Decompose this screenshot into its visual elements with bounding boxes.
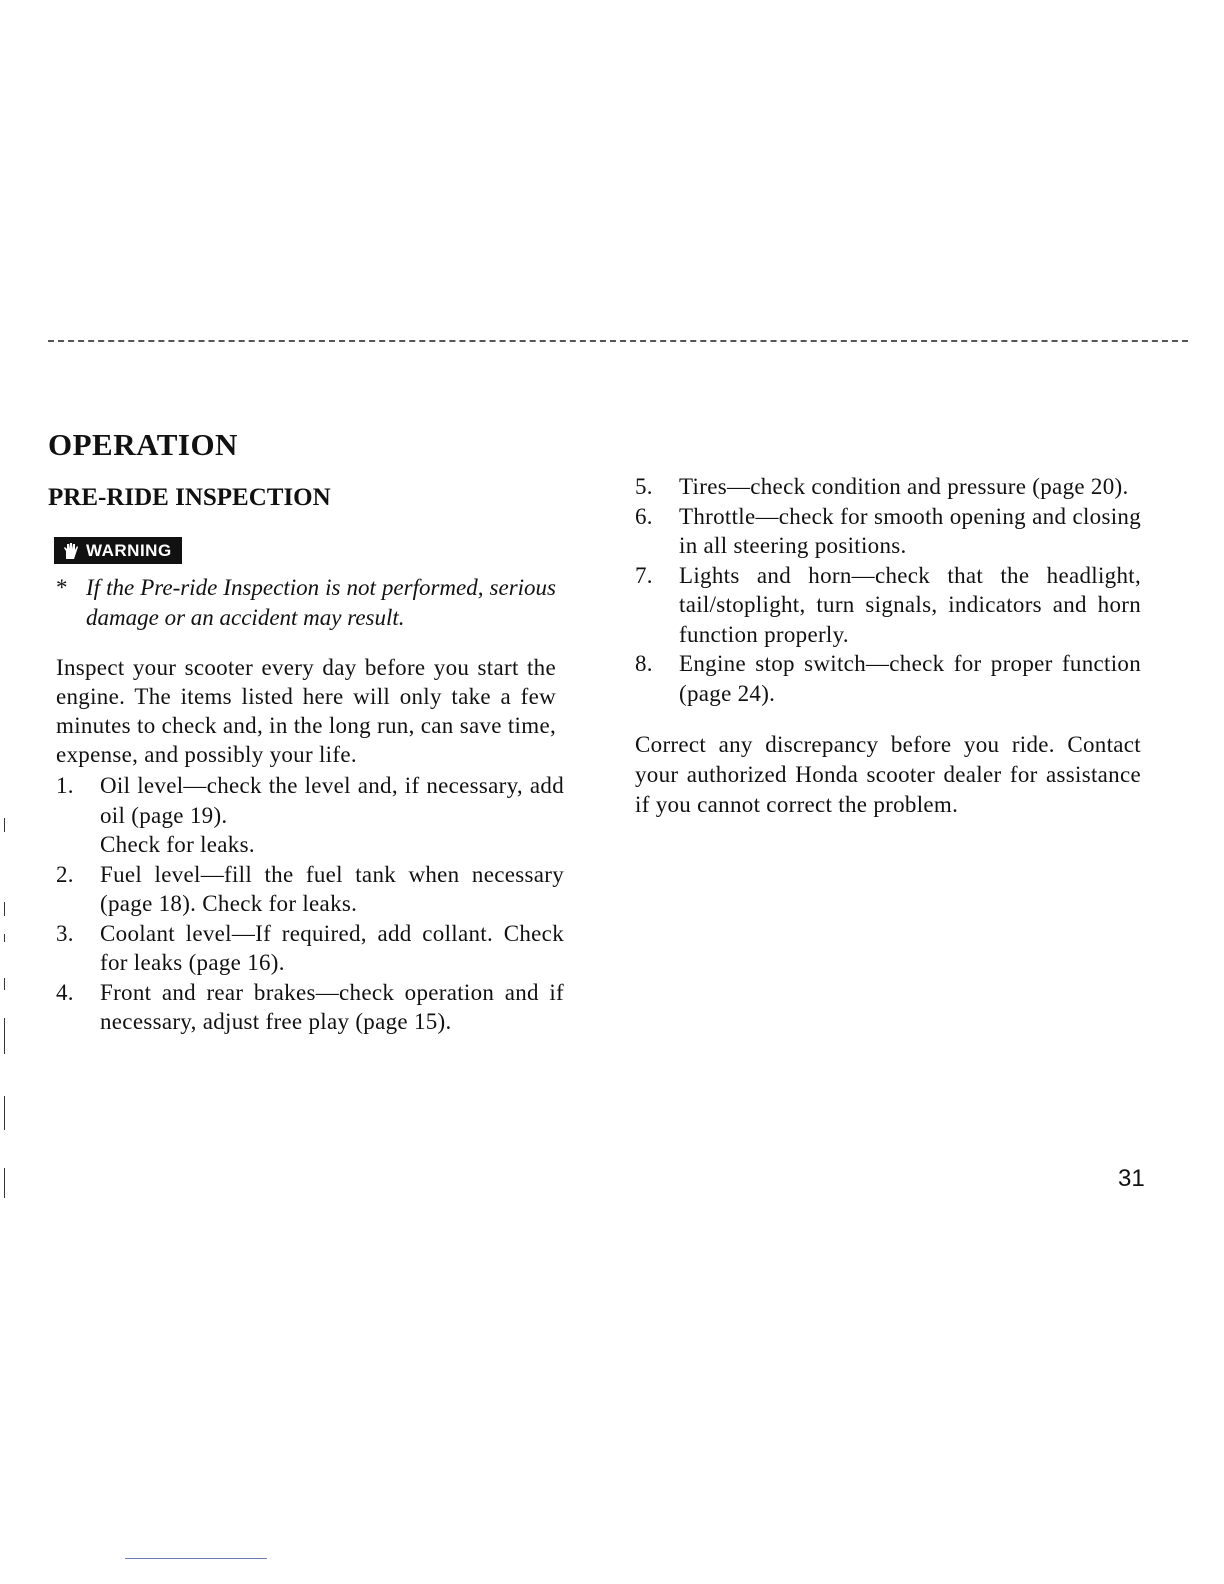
item-number: 2. [56, 861, 74, 887]
closing-paragraph: Correct any discrepancy before you ride. Contact your authorized Honda scooter dealer for assistance if you cannot correct the problem. [635, 732, 1141, 817]
subsection-title: PRE-RIDE INSPECTION [48, 484, 331, 511]
margin-mark [4, 1096, 5, 1130]
item-number: 3. [56, 920, 74, 946]
list-item [635, 649, 1141, 708]
item-number: 4. [56, 979, 74, 1005]
margin-mark [4, 1018, 5, 1054]
margin-mark [4, 978, 5, 990]
list-item [56, 978, 564, 1037]
right-column [635, 470, 1145, 820]
item-number: 6. [635, 503, 653, 529]
left-column [48, 425, 568, 1037]
list-item [56, 771, 564, 860]
list-item [56, 860, 564, 919]
margin-mark [4, 902, 5, 916]
inspection-list-right [635, 472, 1145, 708]
bottom-rule [125, 1558, 267, 1559]
list-item [635, 472, 1141, 502]
inspection-list-left [48, 771, 568, 1037]
page-number: 31 [1118, 1165, 1145, 1192]
warning-bullet: * [56, 575, 68, 600]
list-item [635, 502, 1141, 561]
item-text: Lights and horn—check that the headlight, tail/stoplight, turn signals, indicators and horn function properly. [679, 562, 1141, 647]
intro-paragraph: Inspect your scooter every day before you start the engine. The items listed here will only take a few minutes to check and, in the long run, can save time, expense, and possibly your life. [56, 655, 556, 767]
item-text: Coolant level—If required, add collant. Check for leaks (page 16). [100, 920, 564, 975]
hand-warning-icon [62, 542, 80, 560]
warning-text: If the Pre-ride Inspection is not performed, serious damage or an accident may result. [86, 575, 556, 630]
list-item [635, 561, 1141, 650]
item-text: Fuel level—fill the fuel tank when necessary (page 18). Check for leaks. [100, 861, 564, 916]
margin-mark [4, 818, 5, 832]
item-text: Throttle—check for smooth opening and closing in all steering positions. [679, 503, 1141, 558]
margin-mark [4, 934, 5, 942]
item-number: 5. [635, 474, 653, 499]
warning-text-block [48, 573, 556, 633]
dashed-separator [48, 340, 1188, 342]
item-number: 1. [56, 773, 74, 798]
item-text: Oil level—check the level and, if necessary, add oil (page 19). [100, 773, 564, 828]
warning-label: WARNING [86, 541, 172, 560]
item-text: Front and rear brakes—check operation and if necessary, adjust free play (page 15). [100, 979, 564, 1034]
item-text: Tires—check condition and pressure (page 20). [679, 474, 1129, 499]
margin-mark [4, 1168, 5, 1198]
item-extra-text: Check for leaks. [100, 832, 255, 857]
item-number: 8. [635, 651, 653, 676]
item-text: Engine stop switch—check for proper function (page 24). [679, 651, 1141, 706]
warning-badge [54, 537, 182, 564]
section-title: OPERATION [48, 427, 238, 462]
list-item [56, 919, 564, 978]
item-number: 7. [635, 562, 653, 588]
